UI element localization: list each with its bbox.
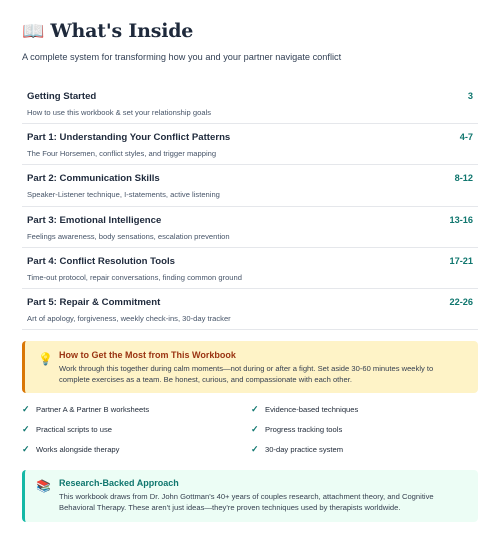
toc-item-title: Part 2: Communication Skills: [27, 173, 160, 185]
feature-item: [22, 425, 251, 434]
toc-item-getting-started[interactable]: [22, 83, 478, 124]
feature-item: [22, 405, 251, 414]
toc-item-part-5[interactable]: [22, 289, 478, 330]
page-subtitle: A complete system for transforming how you and your partner navigate conflict: [22, 52, 342, 62]
feature-item: [251, 445, 478, 454]
toc-item-description: Feelings awareness, body sensations, escalation prevention: [27, 231, 230, 241]
toc-item-part-1[interactable]: [22, 124, 478, 165]
feature-label: Practical scripts to use: [36, 425, 112, 435]
open-book-icon: 📖: [22, 21, 45, 41]
toc-item-description: Time-out protocol, repair conversations, finding common ground: [27, 272, 242, 282]
toc-item-part-2[interactable]: [22, 165, 478, 206]
feature-label: Evidence-based techniques: [265, 405, 359, 415]
toc-item-pages: 4-7: [459, 132, 473, 143]
toc-item-description: Speaker-Listener technique, I-statements, active listening: [27, 190, 220, 200]
toc-item-title: Part 3: Emotional Intelligence: [27, 214, 162, 226]
feature-checklist: [22, 405, 478, 454]
lightbulb-icon: 💡: [38, 352, 53, 367]
page-title: What's Inside: [50, 20, 194, 42]
toc-item-pages: 17-21: [449, 255, 473, 266]
toc-item-part-4[interactable]: [22, 248, 478, 289]
toc-item-part-3[interactable]: [22, 207, 478, 248]
feature-item: [251, 405, 478, 414]
toc-item-pages: 22-26: [449, 296, 473, 307]
tip-callout: [22, 341, 478, 393]
toc-item-title: Part 4: Conflict Resolution Tools: [27, 255, 175, 267]
research-callout: [22, 470, 478, 522]
table-of-contents: [22, 83, 478, 330]
toc-item-title: Part 5: Repair & Commitment: [27, 296, 161, 308]
toc-item-title: Part 1: Understanding Your Conflict Patterns: [27, 132, 231, 144]
checkmark-icon: ✓: [22, 444, 30, 455]
feature-label: Partner A & Partner B worksheets: [36, 405, 150, 415]
books-icon: 📚: [36, 479, 51, 494]
toc-item-description: The Four Horsemen, conflict styles, and trigger mapping: [27, 149, 217, 159]
header: [22, 18, 478, 44]
feature-item: [251, 425, 478, 434]
toc-item-description: How to use this workbook & set your relationship goals: [27, 108, 212, 117]
toc-item-title: Getting Started: [27, 91, 97, 102]
feature-label: Progress tracking tools: [265, 425, 343, 435]
toc-item-description: Art of apology, forgiveness, weekly check-ins, 30-day tracker: [27, 313, 231, 323]
feature-item: [22, 445, 251, 454]
checkmark-icon: ✓: [251, 444, 259, 455]
toc-item-pages: 13-16: [449, 214, 473, 225]
tip-text: Work through this together during calm moments—not during or after a fight. Set aside 30-60 minutes weekly to complete exercises as a team. Be honest, curious, and compassionate with each other.: [59, 364, 434, 384]
toc-item-pages: 3: [467, 91, 473, 101]
checkmark-icon: ✓: [22, 424, 30, 435]
feature-label: 30-day practice system: [265, 445, 344, 455]
tip-title: How to Get the Most from This Workbook: [59, 350, 236, 361]
toc-item-pages: 8-12: [454, 173, 473, 184]
checkmark-icon: ✓: [251, 404, 259, 415]
feature-label: Works alongside therapy: [36, 445, 120, 455]
research-title: Research-Backed Approach: [59, 478, 179, 489]
checkmark-icon: ✓: [22, 404, 30, 415]
checkmark-icon: ✓: [251, 424, 259, 435]
research-text: This workbook draws from Dr. John Gottman's 40+ years of couples research, attachment theory, and Cognitive Behavioral Therapy. These aren't just ideas—they're proven techniques used by therapists worldwide.: [59, 492, 434, 512]
